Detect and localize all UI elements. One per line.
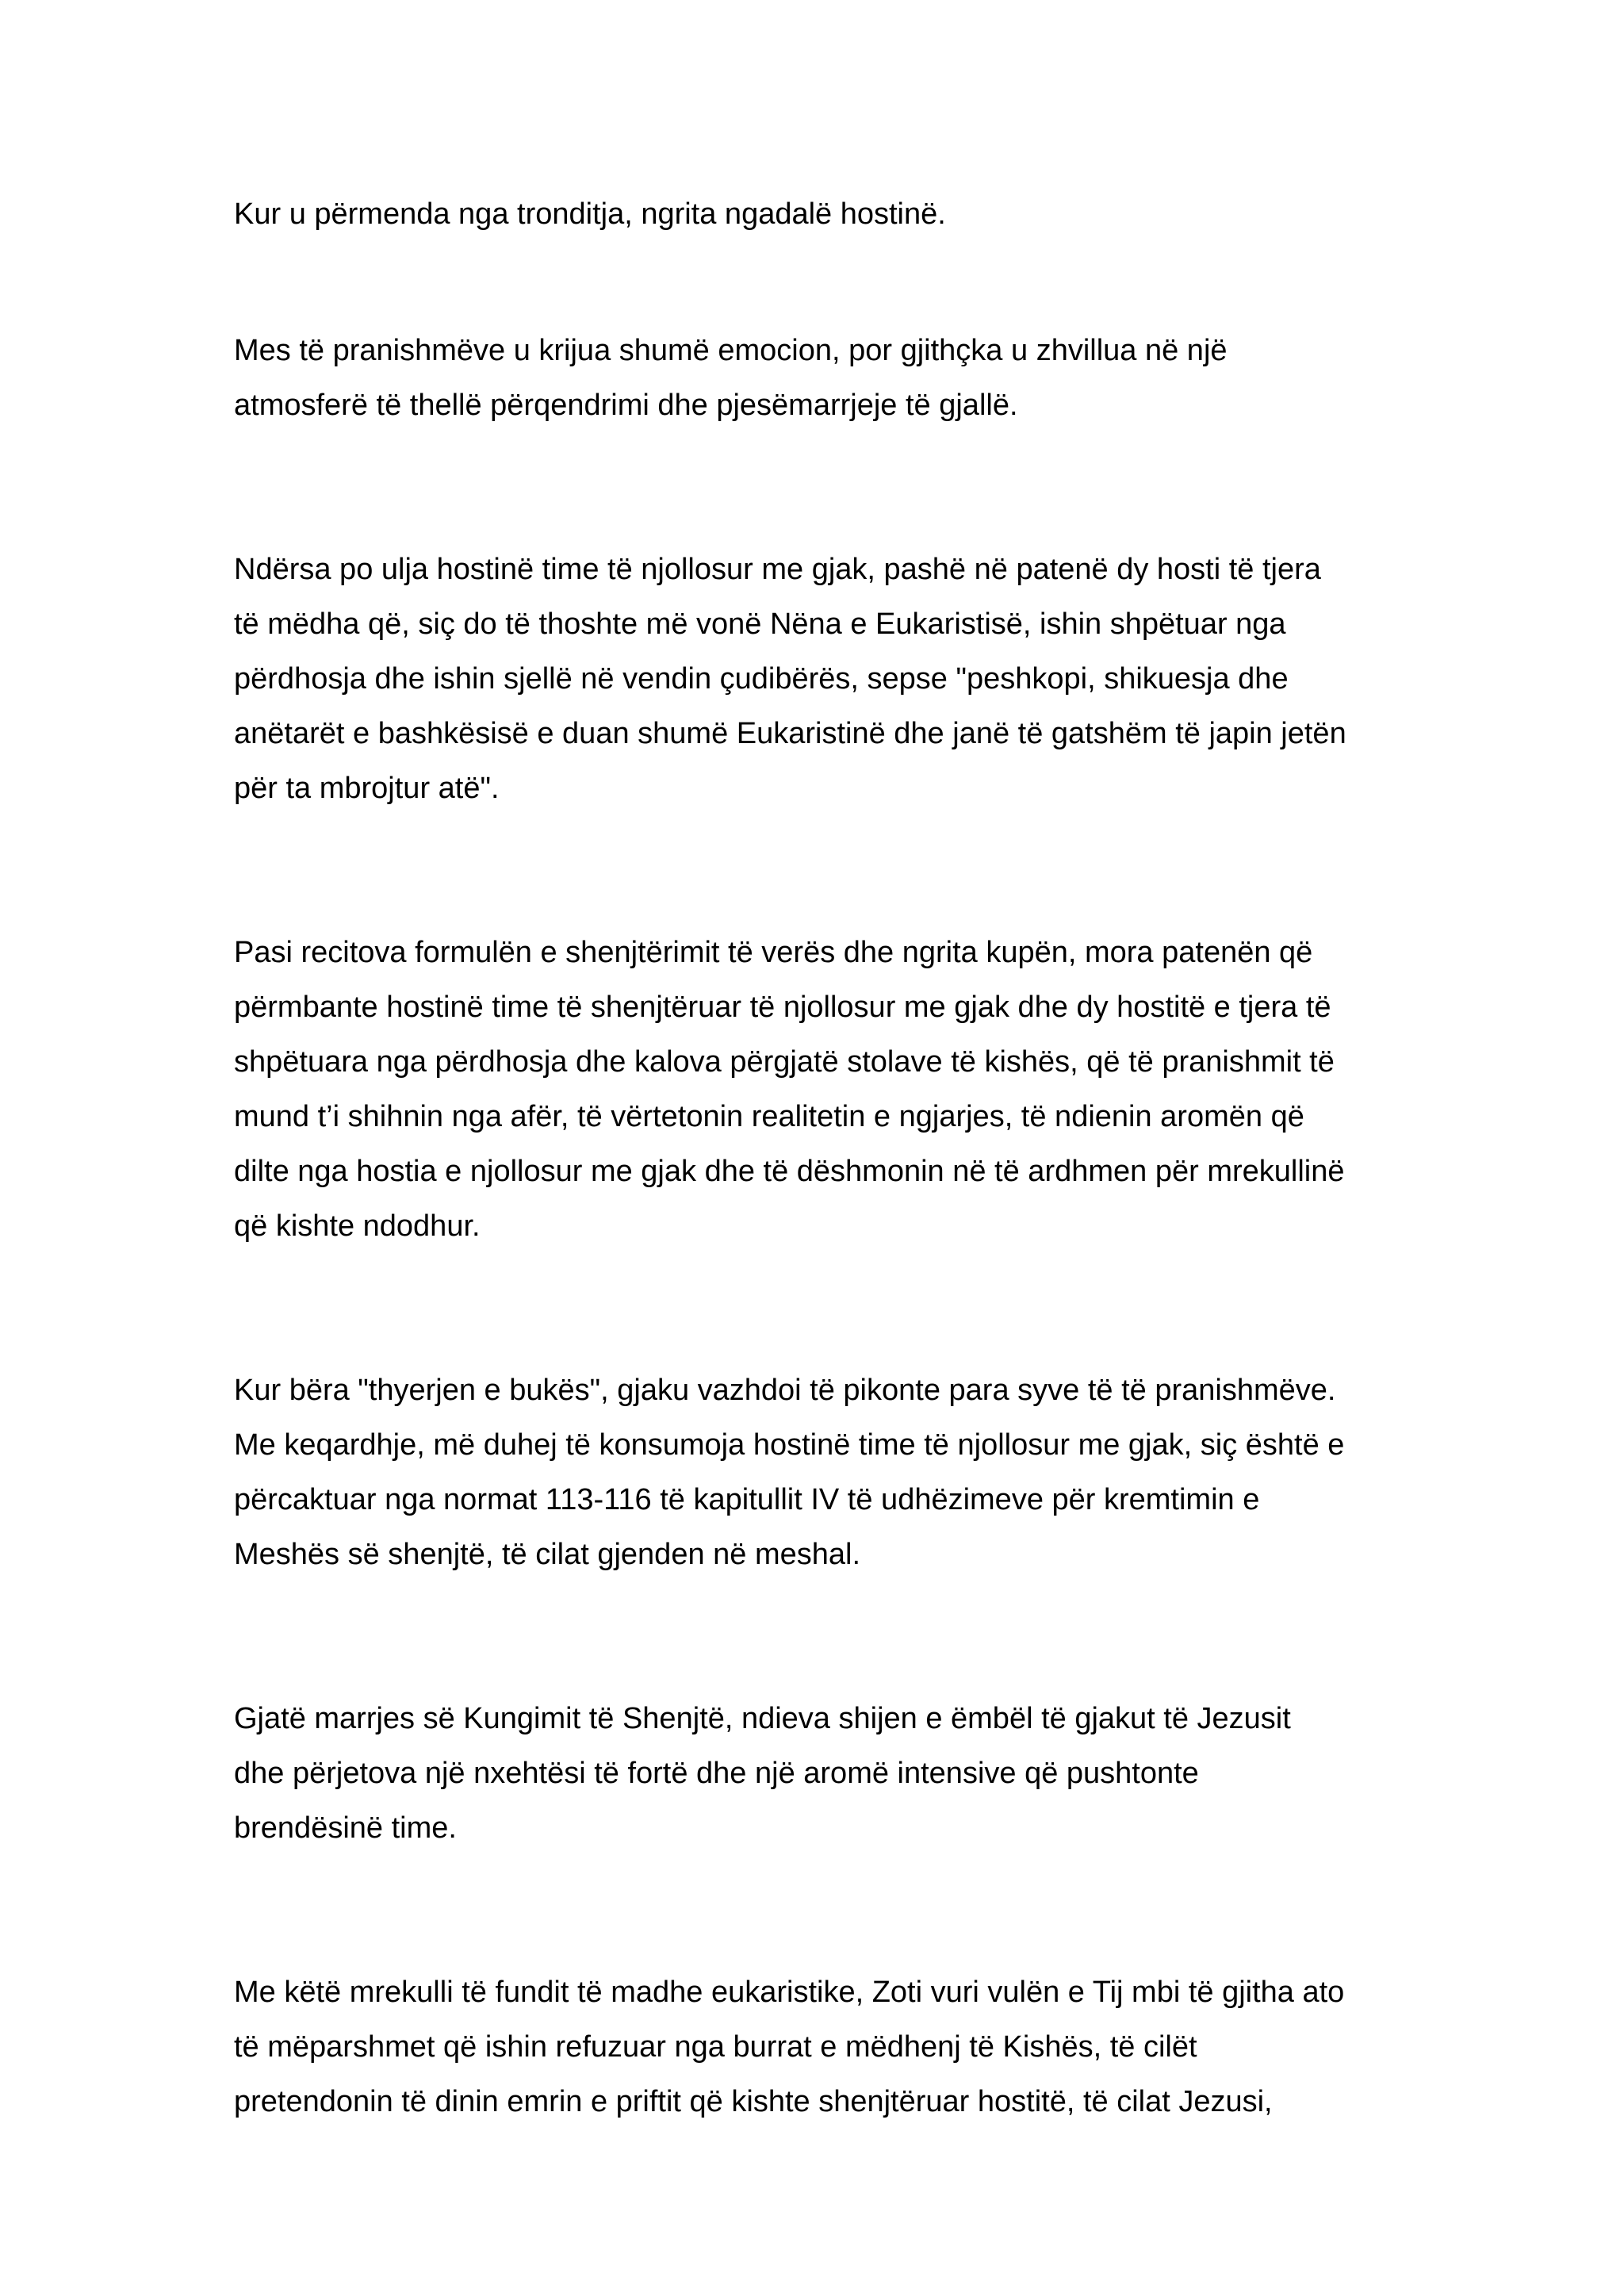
text-line: Kur u përmenda nga tronditja, ngrita ngadalë hostinë. — [234, 197, 946, 231]
paragraph-1 — [234, 187, 1415, 242]
document-body — [234, 187, 1415, 2129]
text-line: atmosferë të thellë përqendrimi dhe pjesëmarrjeje të gjallë. — [234, 389, 1018, 422]
text-line: për ta mbrojtur atë". — [234, 772, 500, 805]
text-line: Ndërsa po ulja hostinë time të njollosur me gjak, pashë në patenë dy hosti të tjera — [234, 553, 1321, 586]
text-line: dilte nga hostia e njollosur me gjak dhe të dëshmonin në të ardhmen për mrekullinë — [234, 1155, 1345, 1188]
text-line: Pasi recitova formulën e shenjtërimit të verës dhe ngrita kupën, mora patenën që — [234, 936, 1313, 969]
text-line: Gjatë marrjes së Kungimit të Shenjtë, ndieva shijen e ëmbël të gjakut të Jezusit — [234, 1702, 1291, 1735]
paragraph-gap — [234, 242, 1415, 324]
text-line: pretendonin të dinin emrin e priftit që kishte shenjtëruar hostitë, të cilat Jezusi, — [234, 2085, 1273, 2118]
paragraph-3 — [234, 542, 1415, 816]
paragraph-gap — [234, 1856, 1415, 1965]
paragraph-gap — [234, 816, 1415, 926]
paragraph-gap — [234, 1254, 1415, 1363]
paragraph-4 — [234, 926, 1415, 1254]
paragraph-2 — [234, 324, 1415, 433]
text-line: Meshës së shenjtë, të cilat gjenden në meshal. — [234, 1538, 861, 1571]
text-line: Kur bëra "thyerjen e bukës", gjaku vazhdoi të pikonte para syve të të pranishmëve. — [234, 1374, 1336, 1407]
text-line: përdhosja dhe ishin sjellë në vendin çudibërës, sepse "peshkopi, shikuesja dhe — [234, 662, 1289, 696]
text-line: dhe përjetova një nxehtësi të fortë dhe një aromë intensive që pushtonte — [234, 1757, 1199, 1790]
text-line: të mëdha që, siç do të thoshte më vonë Nëna e Eukaristisë, ishin shpëtuar nga — [234, 608, 1286, 641]
text-line: Me këtë mrekulli të fundit të madhe eukaristike, Zoti vuri vulën e Tij mbi të gjitha ato — [234, 1976, 1345, 2009]
text-line: përcaktuar nga normat 113-116 të kapitullit IV të udhëzimeve për kremtimin e — [234, 1483, 1260, 1516]
text-line: Me keqardhje, më duhej të konsumoja hostinë time të njollosur me gjak, siç është e — [234, 1428, 1345, 1462]
text-line: mund t’i shihnin nga afër, të vërtetonin realitetin e ngjarjes, të ndienin aromën që — [234, 1100, 1304, 1133]
paragraph-6 — [234, 1692, 1415, 1856]
paragraph-7 — [234, 1965, 1415, 2129]
paragraph-5 — [234, 1363, 1415, 1582]
paragraph-gap — [234, 433, 1415, 542]
text-line: të mëparshmet që ishin refuzuar nga burrat e mëdhenj të Kishës, të cilët — [234, 2030, 1197, 2064]
text-line: shpëtuara nga përdhosja dhe kalova përgjatë stolave të kishës, që të pranishmit të — [234, 1045, 1335, 1079]
paragraph-gap — [234, 1582, 1415, 1692]
text-line: përmbante hostinë time të shenjtëruar të njollosur me gjak dhe dy hostitë e tjera të — [234, 991, 1331, 1024]
text-line: anëtarët e bashkësisë e duan shumë Eukaristinë dhe janë të gatshëm të japin jetën — [234, 717, 1346, 750]
text-line: brendësinë time. — [234, 1811, 457, 1845]
text-line: që kishte ndodhur. — [234, 1209, 481, 1243]
text-line: Mes të pranishmëve u krijua shumë emocion, por gjithçka u zhvillua në një — [234, 334, 1228, 367]
